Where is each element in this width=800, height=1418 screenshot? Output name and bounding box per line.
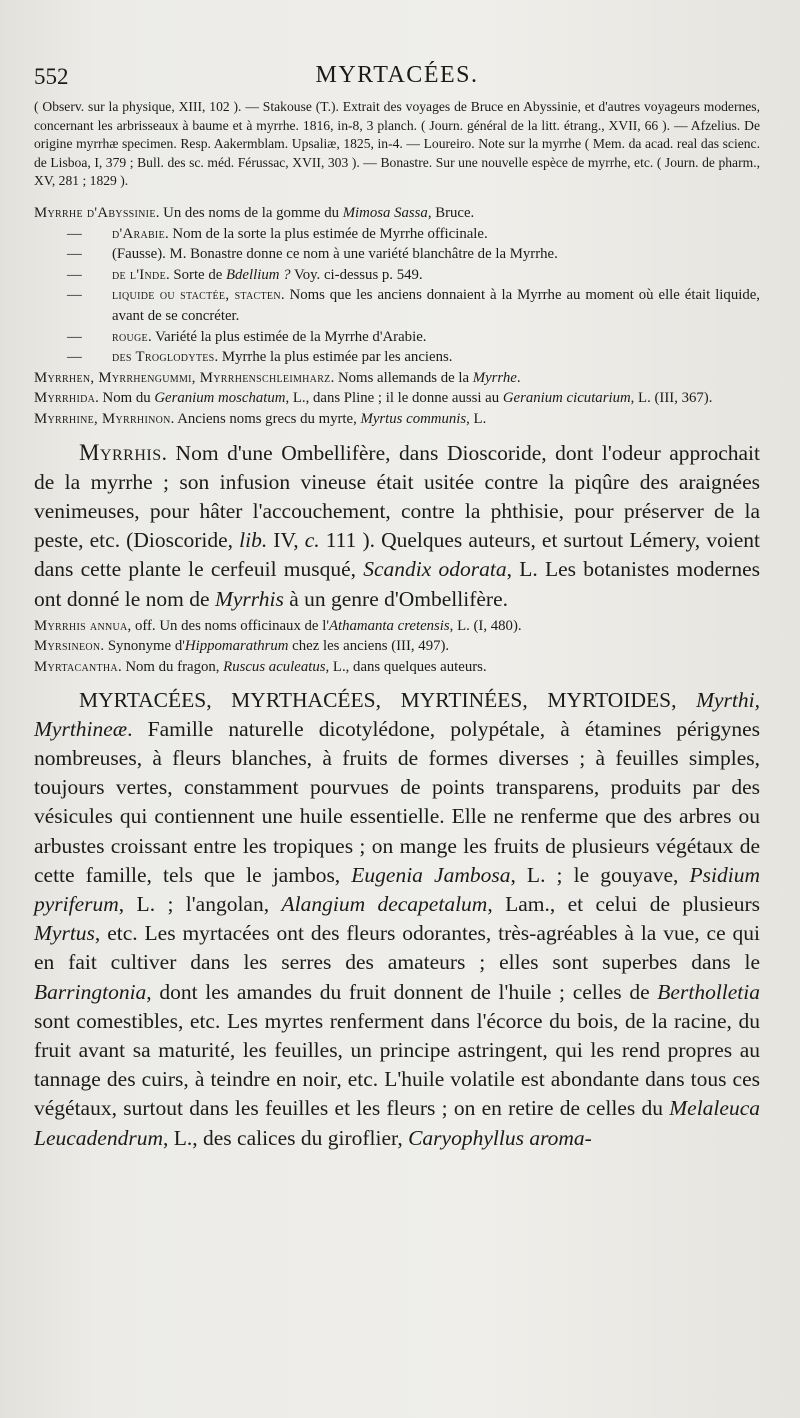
entry-myrrhe-liquide: — liquide ou stactée, stacten. Noms que les anciens donnaient à la Myrrhe au moment où elle était liquide, avant de se concréter. [67, 287, 760, 324]
page-number: 552 [34, 64, 69, 89]
entry-myrrhine: Myrrhine, Myrrhinon. Anciens noms grecs du myrte, Myrtus communis, L. [34, 410, 487, 427]
entry-myrrhe-arabie: — d'Arabie. Nom de la sorte la plus estimée de Myrrhe officinale. [67, 225, 488, 242]
entry-myrrhe-troglodytes: — des Troglodytes. Myrrhe la plus estimée par les anciens. [67, 349, 453, 366]
entry-myrrhe-fausse: — (Fausse). M. Bonastre donne ce nom à une variété blanchâtre de la Myrrhe. [67, 246, 558, 263]
entry-myrrhis-annua: Myrrhis annua, off. Un des noms officinaux de l'Athamanta cretensis, L. (I, 480). [34, 617, 522, 634]
entry-myrrhe-rouge: — rouge. Variété la plus estimée de la Myrrhe d'Arabie. [67, 328, 427, 345]
entry-myrrhis: Myrrhis. Nom d'une Ombellifère, dans Dioscoride, dont l'odeur approchait de la myrrhe ; son infusion vineuse était usitée contre la piqûre des araignées venimeuses, pour hâter l'accouchement, contre la phthisie, pour préserver de la peste, etc. (Dioscoride, lib. IV, c. 111 ). Quelques auteurs, et surtout Lémery, voient dans cette plante le cerfeuil musqué, Scandix odorata, L. Les botanistes modernes ont donné le nom de Myrrhis à un genre d'Ombellifère. [34, 439, 761, 611]
entry-myrrhe-inde: — de l'Inde. Sorte de Bdellium ? Voy. ci-dessus p. 549. [67, 266, 423, 283]
running-head [34, 58, 760, 98]
myrrhe-entries [34, 203, 760, 430]
entry-myrtacantha: Myrtacantha. Nom du fragon, Ruscus aculeatus, L., dans quelques auteurs. [34, 658, 487, 675]
entry-myrrhe-abyssinie: Myrrhe d'Abyssinie. Un des noms de la gomme du Mimosa Sassa, Bruce. [34, 204, 475, 221]
entry-myrsineon: Myrsineon. Synonyme d'Hippomarathrum chez les anciens (III, 497). [34, 638, 450, 655]
bibliography-references: ( Observ. sur la physique, XIII, 102 ). — Stakouse (T.). Extrait des voyages de Bruce en Abyssinie, et d'autres voyageurs modernes, concernant les arbrisseaux à baume et à myrrhe. 1816, in-8, 3 planch. ( Journ. général de la litt. étrang., XVII, 66 ). — Afzelius. De origine myrrhæ specimen. Resp. Aakermblam. Upsaliæ, 1825, in-4. — Loureiro. Note sur la myrrhe ( Mem. da acad. real das scienc. de Lisboa, I, 379 ; Bull. des sc. méd. Férussac, XVII, 303 ). — Bonastre. Sur une nouvelle espèce de myrrhe, etc. ( Journ. de pharm., XV, 281 ; 1829 ). [34, 99, 760, 189]
entry-myrtacees: MYRTACÉES, MYRTHACÉES, MYRTINÉES, MYRTOIDES, Myrthi, Myrthineæ. Famille naturelle dicotylédone, polypétale, à étamines périgynes nombreuses, à fleurs blanches, à fruits de formes diverses ; à feuilles simples, toujours vertes, constamment pourvues de points transparens, produits par des vésicules qui contiennent une huile essentielle. Elle ne renferme que des arbres ou arbustes croissant entre les tropiques ; on mange les fruits de plusieurs végétaux de cette famille, tels que le jambos, Eugenia Jambosa, L. ; le gouyave, Psidium pyriferum, L. ; l'angolan, Alangium decapetalum, Lam., et celui de plusieurs Myrtus, etc. Les myrtacées ont des fleurs odorantes, très-agréables à la vue, ce qui en fait cultiver dans les serres des amateurs ; elles sont superbes dans le Barringtonia, dont les amandes du fruit donnent de l'huile ; celles de Bertholletia sont comestibles, etc. Les myrtes renferment dans l'écorce du bois, de la racine, du fruit avant sa maturité, les feuilles, un principe astringent, qui les rend propres au tannage des cuirs, à teindre en noir, etc. L'huile volatile est abondante dans tous ces végétaux, surtout dans les feuilles et les fleurs ; on en retire de celles du Melaleuca Leucadendrum, L., des calices du giroflier, Caryophyllus aroma- [34, 687, 760, 1150]
entry-myrrhida: Myrrhida. Nom du Geranium moschatum, L., dans Pline ; il le donne aussi au Geranium cicutarium, L. (III, 367). [34, 390, 713, 407]
entry-myrrhen: Myrrhen, Myrrhengummi, Myrrhenschleimharz. Noms allemands de la Myrrhe. [34, 369, 521, 386]
myrrhis-subentries [34, 616, 760, 678]
running-title: MYRTACÉES. [315, 62, 479, 88]
